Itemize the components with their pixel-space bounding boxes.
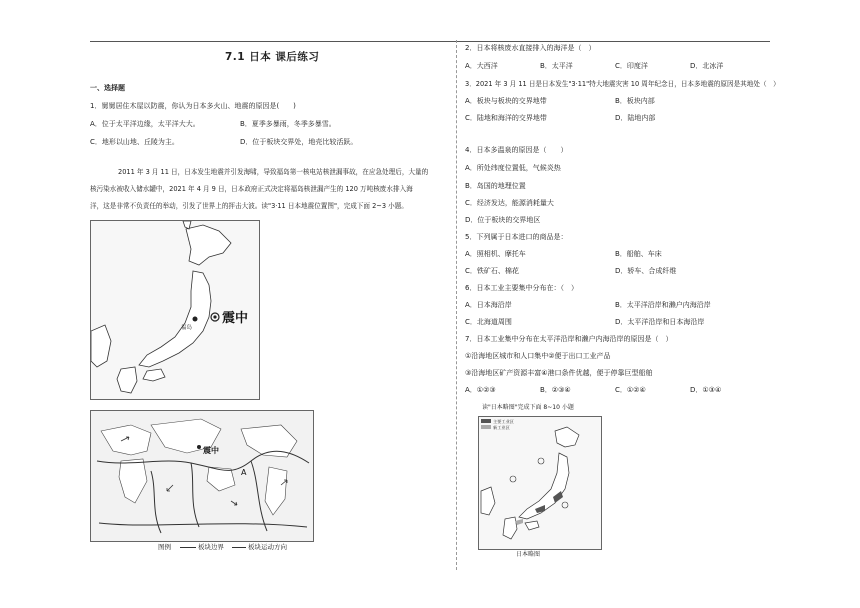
- column-divider: [456, 40, 457, 570]
- q6-stem: 6．日本工业主要集中分布在：（ ）: [465, 284, 578, 292]
- map2-legend-boundary: 板块边界: [198, 543, 224, 551]
- japan-sketch-map: [478, 416, 602, 550]
- q6-option-c: C．北海道周围: [465, 318, 512, 326]
- japan-earthquake-map: [90, 220, 260, 400]
- q1-option-c: C．地形以山地、丘陵为主。: [90, 138, 179, 146]
- q4-option-d: D．位于板块的交界地区: [465, 216, 541, 224]
- q2-option-c: C．印度洋: [615, 62, 648, 70]
- q6-option-b: B．太平洋沿岸和濑户内海沿岸: [615, 301, 711, 309]
- passage-line-1: 2011 年 3 月 11 日，日本发生地震并引发海啸，导致福岛第一核电站核泄漏事故，在应急处理后，大量的: [118, 168, 429, 176]
- q5-option-b: B．船舶、车床: [615, 250, 662, 258]
- q7-line-2: ③沿海地区矿产资源丰富④港口条件优越，便于停靠巨型船舶: [465, 369, 653, 377]
- q3-option-a: A．板块与板块的交界地带: [465, 97, 547, 105]
- map3-intro: 读"日本略图"完成下面 8~10 小题: [482, 404, 574, 411]
- q4-stem: 4．日本多温泉的原因是（ ）: [465, 146, 568, 154]
- q7-option-d: D．①③④: [690, 386, 722, 394]
- q3-option-b: B．板块内部: [615, 97, 655, 105]
- epicenter-label: 震中: [222, 311, 249, 326]
- boundary-legend-line: [180, 547, 196, 548]
- epicenter-label-2: 震中: [203, 446, 219, 455]
- passage-line-2: 核污染水被收入储水罐中，2021 年 4 月 9 日，日本政府正式决定将福岛核泄漏产生的 120 万吨核废水排入海: [90, 185, 413, 193]
- map3-caption: 日本略图: [516, 551, 541, 558]
- map2-legend-prefix: 图例: [158, 543, 171, 551]
- q7-line-1: ①沿海地区城市和人口集中②便于出口工业产品: [465, 352, 611, 360]
- q6-option-d: D．太平洋沿岸和日本海沿岸: [615, 318, 705, 326]
- direction-legend-arrow: [232, 547, 246, 548]
- q1-option-a: A．位于太平洋边缘，太平洋大大。: [90, 120, 200, 128]
- q7-option-b: B．②③④: [540, 386, 571, 394]
- q1-option-b: B．夏季多暴雨，冬季多暴雪。: [240, 120, 336, 128]
- q7-option-c: C．①②④: [615, 386, 646, 394]
- map2-legend-direction: 板块运动方向: [248, 543, 287, 551]
- q2-stem: 2．日本将核废水直接排入的海洋是（ ）: [465, 44, 596, 52]
- q2-option-d: D．北冰洋: [690, 62, 724, 70]
- q4-option-b: B．岛国的地理位置: [465, 182, 526, 190]
- epicenter-dot: [197, 445, 201, 449]
- q5-option-a: A．照相机、摩托车: [465, 250, 526, 258]
- world-plates-map: [90, 410, 314, 542]
- q2-option-a: A．大西洋: [465, 62, 498, 70]
- fukushima-label: 福岛: [181, 325, 193, 331]
- point-a-label: A: [241, 468, 247, 477]
- page-title: 7.1 日本 课后练习: [225, 51, 320, 63]
- q4-option-c: C．经济发达，能源消耗量大: [465, 199, 554, 207]
- map3-legend-2: 新工业区: [493, 425, 510, 430]
- q3-stem: 3．2021 年 3 月 11 日是日本发生"3·11"特大地震灾害 10 周年纪念日，日本多地震的原因是其地处（ ）: [465, 80, 780, 88]
- q7-stem: 7．日本工业集中分布在太平洋沿岸和濑户内海沿岸的原因是（ ）: [465, 335, 673, 343]
- q1-stem: 1．舅舅居住木屋以防震，你认为日本多火山、地震的原因是( ): [90, 102, 296, 110]
- q5-option-d: D．轿车、合成纤维: [615, 267, 677, 275]
- q1-option-d: D．位于板块交界处，地壳比较活跃。: [240, 138, 358, 146]
- q7-option-a: A．①②③: [465, 386, 496, 394]
- q3-option-c: C．陆地和海洋的交界地带: [465, 114, 547, 122]
- q6-option-a: A．日本海沿岸: [465, 301, 512, 309]
- fukushima-marker: [193, 317, 198, 322]
- map3-legend-1: 主要工业区: [493, 419, 514, 424]
- q4-option-a: A．所处纬度位置低，气候炎热: [465, 164, 561, 172]
- q5-option-c: C．铁矿石、棉花: [465, 267, 519, 275]
- q3-option-d: D．陆地内部: [615, 114, 656, 122]
- section-label: 一、选择题: [90, 84, 125, 92]
- passage-line-3: 洋，这是非常不负责任的举动，引发了世界上的抨击大波。读"3·11 日本地震位置图"，完成下面 2~3 小题。: [90, 202, 408, 210]
- header-rule: [90, 41, 770, 42]
- q2-option-b: B．太平洋: [540, 62, 573, 70]
- q5-stem: 5．下列属于日本进口的商品是：: [465, 233, 568, 241]
